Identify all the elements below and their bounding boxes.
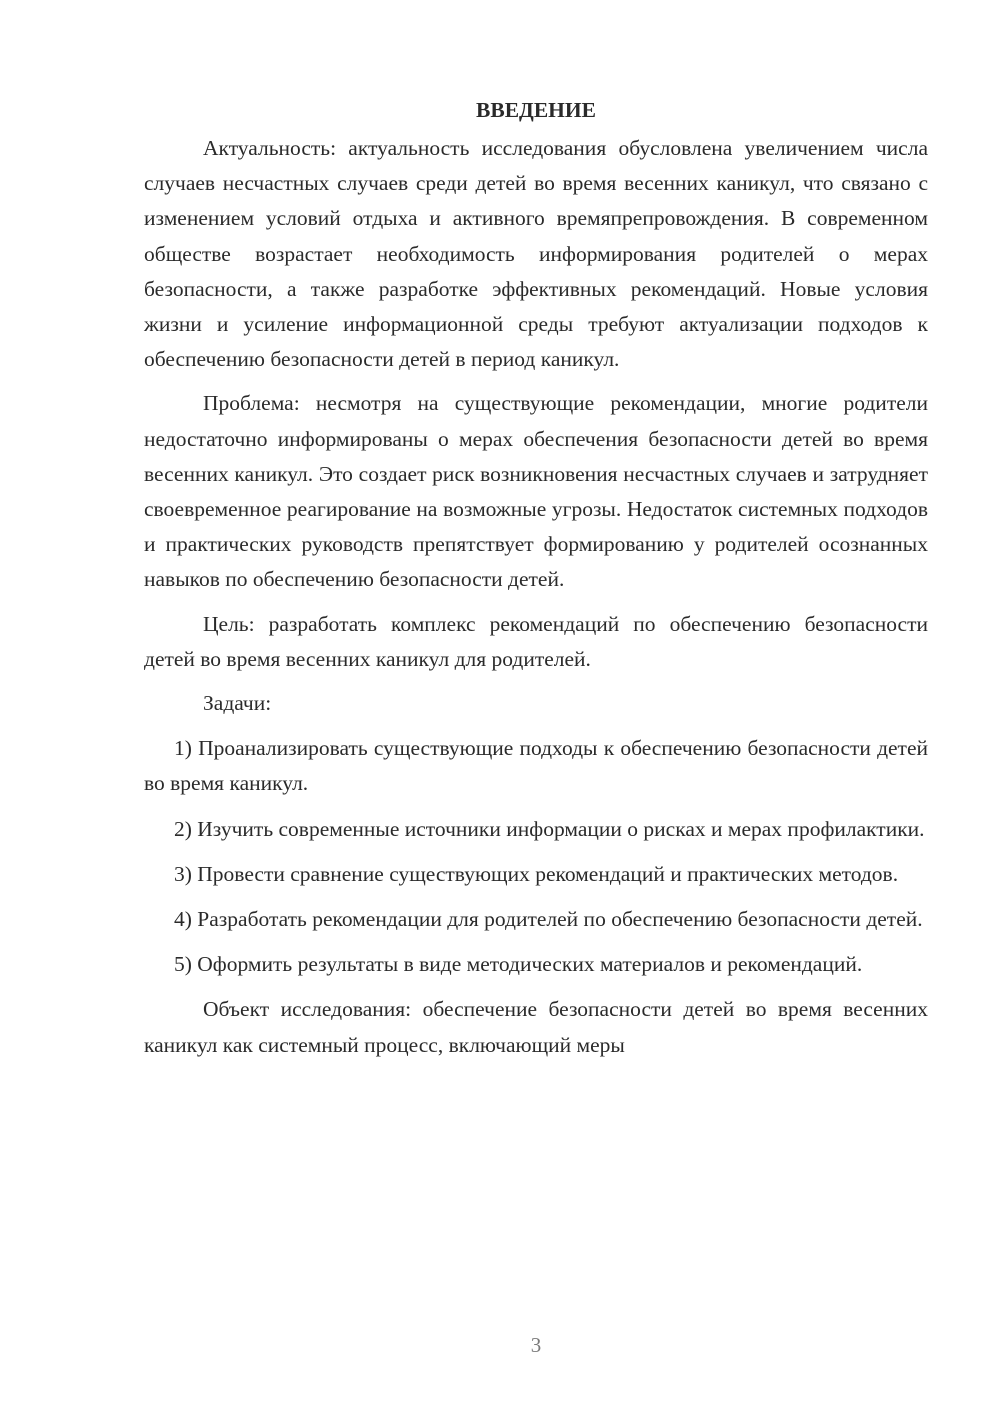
task-item: 3) Провести сравнение существующих рекомендаций и практических методов. bbox=[174, 861, 899, 886]
task-item: 4) Разработать рекомендации для родителей по обеспечению безопасности детей. bbox=[174, 907, 923, 932]
paragraph-object: Объект исследования: обеспечение безопасности детей во время весенних каникул как системный процесс, включающий меры bbox=[144, 997, 928, 1057]
page-number: 3 bbox=[530, 1333, 542, 1357]
paragraph-problem: Проблема: несмотря на существующие рекомендации, многие родители недостаточно информированы о мерах обеспечения безопасности детей во время весенних каникул. Это создает риск возникновения несчастных случаев и затрудняет своевременное реагирование на возможные угрозы. Недостаток системных подходов и практических руководств препятствует формированию у родителей осознанных навыков по обеспечению безопасности детей. bbox=[144, 391, 928, 592]
paragraph-relevance: Актуальность: актуальность исследования обусловлена увеличением числа случаев несчастных случаев среди детей во время весенних каникул, что связано с изменением условий отдыха и активного времяпрепровождения. В современном обществе возрастает необходимость информирования родителей о мерах безопасности, а также разработке эффективных рекомендаций. Новые условия жизни и усиление информационной среды требуют актуализации подходов к обеспечению безопасности детей в период каникул. bbox=[144, 136, 928, 372]
section-title: ВВЕДЕНИЕ bbox=[476, 98, 596, 122]
task-item: 1) Проанализировать существующие подходы к обеспечению безопасности детей во время каникул. bbox=[144, 736, 928, 796]
task-item: 2) Изучить современные источники информации о рисках и мерах профилактики. bbox=[174, 816, 925, 841]
paragraph-goal: Цель: разработать комплекс рекомендаций по обеспечению безопасности детей во время весенних каникул для родителей. bbox=[144, 611, 928, 671]
tasks-heading: Задачи: bbox=[203, 691, 272, 716]
page-content bbox=[144, 92, 928, 1063]
task-item: 5) Оформить результаты в виде методических материалов и рекомендаций. bbox=[174, 952, 863, 977]
